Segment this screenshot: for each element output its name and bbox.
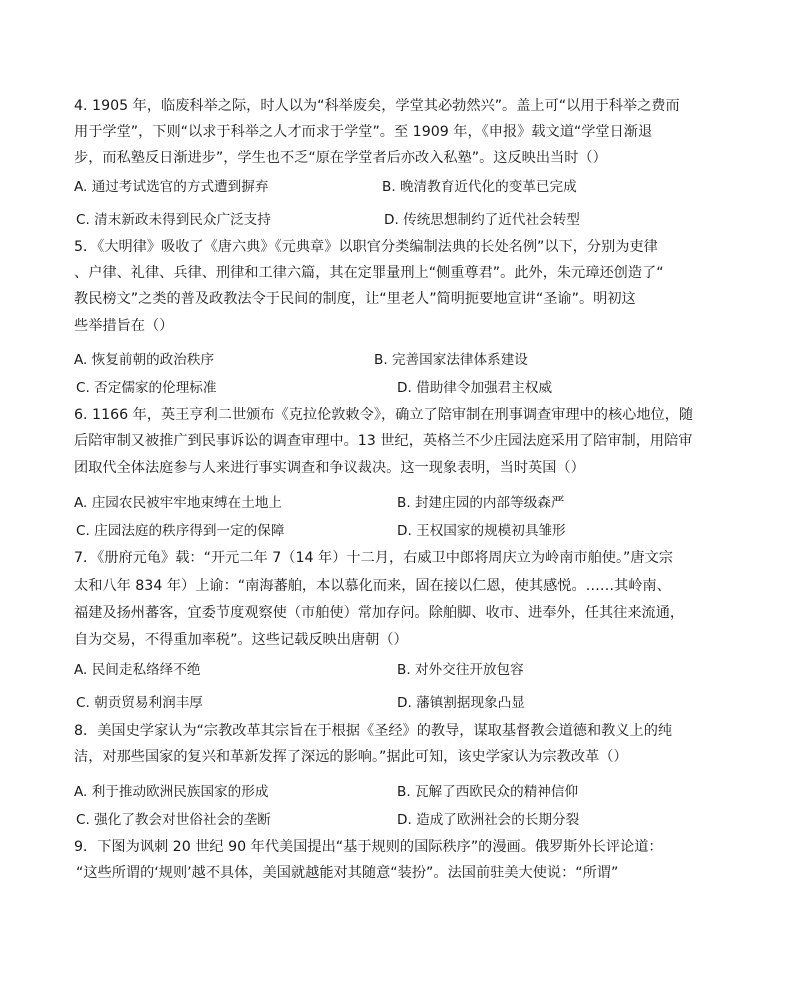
q8-option-a[interactable]: A. 利于推动欧洲民族国家的形成 — [74, 784, 269, 800]
q6-line-1: 6. 1166 年，英王亨利二世颁布《克拉伦敦敕令》，确立了陪审制在刑事调查审理中的核心地位，随 — [74, 407, 694, 423]
q4-line-2: 用于学堂”，下则“以求于科举之人才而求于学堂”。至 1909 年，《申报》载文道“学堂日渐退 — [74, 124, 653, 140]
q5-line-2: 、户律、礼律、兵律、刑律和工律六篇，其在定罪量刑上“侧重尊君”。此外，朱元璋还创造了“ — [74, 265, 664, 281]
q8-option-d[interactable]: D. 造成了欧洲社会的长期分裂 — [397, 812, 580, 828]
q6-option-b[interactable]: B. 封建庄园的内部等级森严 — [397, 495, 565, 511]
q8-line-1: 8．美国史学家认为“宗教改革其宗旨在于根据《圣经》的教导，谋取基督教会道德和教义上的纯 — [74, 723, 673, 739]
q6-option-d[interactable]: D. 王权国家的规模初具雏形 — [397, 523, 566, 539]
q4-option-b[interactable]: B. 晚清教育近代化的变革已完成 — [382, 179, 577, 195]
q6-line-2: 后陪审制又被推广到民事诉讼的调查审理中。13 世纪，英格兰不少庄园法庭采用了陪审制，用陪审 — [74, 433, 693, 449]
q9-line-2: “这些所谓的‘规则’越不具体，美国就越能对其随意“装扮”。法国前驻美大使说：“所谓” — [76, 865, 619, 881]
q7-line-3: 福建及扬州蕃客，宜委节度观察使（市舶使）常加存问。除舶脚、收市、进奉外，任其往来流通， — [74, 605, 685, 621]
q7-option-b[interactable]: B. 对外交往开放包容 — [397, 662, 524, 678]
q8-line-2: 洁，对那些国家的复兴和革新发挥了深远的影响。”据此可知，该史学家认为宗教改革（） — [74, 749, 628, 765]
q6-option-c[interactable]: C. 庄园法庭的秩序得到一定的保障 — [76, 523, 285, 539]
q6-option-a[interactable]: A. 庄园农民被牢牢地束缚在土地上 — [74, 495, 283, 511]
q8-option-c[interactable]: C. 强化了教会对世俗社会的垄断 — [76, 812, 271, 828]
q7-line-2: 太和八年 834 年）上谕：“南海蕃舶，本以慕化而来，固在接以仁恩，使其感悦。……其岭南、 — [74, 578, 671, 594]
q7-line-1: 7．《册府元龟》载：“开元二年 7（14 年）十二月，右威卫中郎将周庆立为岭南市舶使。”唐文宗 — [74, 550, 673, 566]
q5-option-c[interactable]: C. 否定儒家的伦理标准 — [76, 380, 217, 396]
q5-option-a[interactable]: A. 恢复前朝的政治秩序 — [74, 352, 215, 368]
q7-option-d[interactable]: D. 藩镇割据现象凸显 — [397, 695, 525, 711]
q4-option-c[interactable]: C. 清末新政未得到民众广泛支持 — [76, 212, 271, 228]
q8-option-b[interactable]: B. 瓦解了西欧民众的精神信仰 — [397, 784, 579, 800]
q4-line-3: 步，而私塾反日渐进步”，学生也不乏“原在学堂者后亦改入私塾”。这反映出当时（） — [74, 150, 607, 166]
q5-line-3: 教民榜文”之类的普及政教法令于民间的制度，让“里老人”简明扼要地宣讲“圣谕”。明初这 — [74, 291, 636, 307]
q6-line-3: 团取代全体法庭参与人来进行事实调查和争议裁决。这一现象表明，当时英国（） — [74, 460, 585, 476]
q5-line-1: 5．《大明律》吸收了《唐六典》《元典章》以职官分类编制法典的长处名例”以下，分别为吏律 — [74, 239, 658, 255]
q9-line-1: 9．下图为讽刺 20 世纪 90 年代美国提出“基于规则的国际秩序”的漫画。俄罗斯外长评论道： — [74, 839, 663, 855]
q7-option-c[interactable]: C. 朝贡贸易利润丰厚 — [76, 695, 203, 711]
q4-option-a[interactable]: A. 通过考试选官的方式遭到摒弃 — [74, 179, 269, 195]
q5-option-d[interactable]: D. 借助律令加强君主权威 — [397, 380, 553, 396]
q4-option-d[interactable]: D. 传统思想制约了近代社会转型 — [384, 212, 580, 228]
q5-option-b[interactable]: B. 完善国家法律体系建设 — [374, 352, 528, 368]
q7-option-a[interactable]: A. 民间走私络绎不绝 — [74, 662, 201, 678]
q7-line-4: 自为交易，不得重加率税”。这些记载反映出唐朝（） — [74, 632, 408, 648]
q4-line-1: 4. 1905 年，临废科举之际，时人以为“科举废矣，学堂其必勃然兴”。盖上可“以用于科举之费而 — [74, 98, 680, 114]
q5-line-4: 些举措旨在（） — [74, 318, 174, 334]
